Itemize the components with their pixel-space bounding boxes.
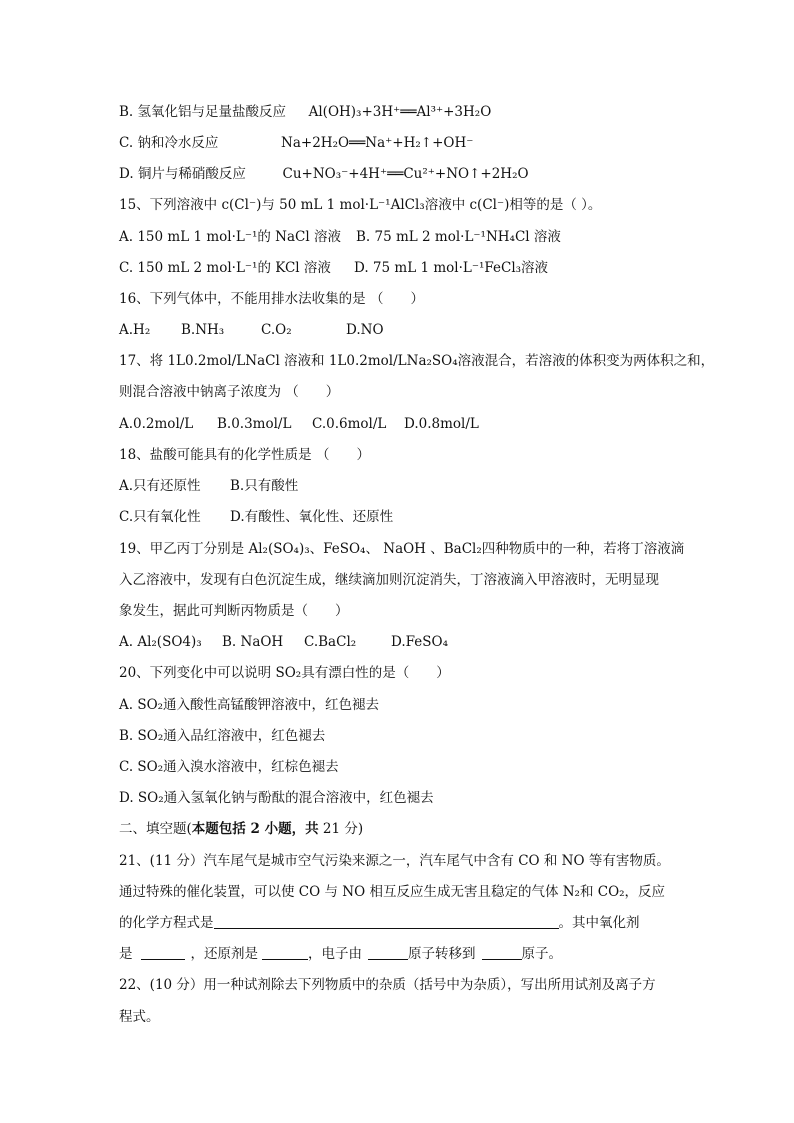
q19-option-c: C.BaCl₂ <box>304 634 357 650</box>
q14-d-equation: Cu+NO₃⁻+4H⁺══Cu²⁺+NO↑+2H₂O <box>282 166 529 182</box>
q22-line2: 程式。 <box>119 1009 160 1025</box>
q20-option-d: D. SO₂通入氢氧化钠与酚酞的混合溶液中，红色褪去 <box>119 790 434 806</box>
q20-option-a: A. SO₂通入酸性高锰酸钾溶液中，红色褪去 <box>119 697 380 713</box>
q15-option-c: C. 150 mL 2 mol·L⁻¹的 KCl 溶液 <box>119 260 331 276</box>
q14-option-b: B. 氢氧化铝与足量盐酸反应 Al(OH)₃+3H⁺══Al³⁺+3H₂O <box>119 104 492 120</box>
section-2-title: 二、填空题(本题包括 2 小题，共 21 分) <box>119 821 364 837</box>
q21-line1: 21、(11 分）汽车尾气是城市空气污染来源之一，汽车尾气中含有 CO 和 NO 等有害物质。 <box>119 853 670 869</box>
q17-option-b: B.0.3mol/L <box>217 416 292 432</box>
q17-option-c: C.0.6mol/L <box>312 416 387 432</box>
q17-options <box>119 414 479 434</box>
q16-option-b: B.NH₃ <box>181 322 225 338</box>
q15-stem: 15、下列溶液中 c(Cl⁻)与 50 mL 1 mol·L⁻¹AlCl₃溶液中 c(Cl⁻)相等的是（ ）。 <box>119 197 602 213</box>
answer-blank-electron-target[interactable] <box>482 945 522 960</box>
q19-stem-line2: 入乙溶液中，发现有白色沉淀生成，继续滴加则沉淀消失，丁溶液滴入甲溶液时，无明显现 <box>119 572 659 588</box>
q21-line2: 通过特殊的催化装置，可以使 CO 与 NO 相互反应生成无害且稳定的气体 N₂和 CO₂，反应 <box>119 884 666 900</box>
q19-stem-line3: 象发生，据此可判断丙物质是（ ） <box>119 603 349 619</box>
q15-option-d: D. 75 mL 1 mol·L⁻¹FeCl₃溶液 <box>354 260 549 276</box>
q14-c-equation: Na+2H₂O══Na⁺+H₂↑+OH⁻ <box>281 135 474 151</box>
q20-stem: 20、下列变化中可以说明 SO₂具有漂白性的是（ ） <box>119 665 450 681</box>
answer-blank-reductant[interactable] <box>262 945 308 960</box>
answer-blank-equation[interactable] <box>214 914 559 929</box>
q18-option-b: B.只有酸性 <box>230 478 299 494</box>
q18-options-row2 <box>119 507 393 527</box>
q17-stem-line2: 则混合溶液中钠离子浓度为 （ ） <box>119 384 340 400</box>
q21-line3: 的化学方程式是 。其中氧化剂 <box>119 915 640 931</box>
q19-stem-line1: 19、甲乙丙丁分别是 Al₂(SO₄)₃、FeSO₄、 NaOH 、BaCl₂四种物质中的一种，若将丁溶液滴 <box>119 541 685 557</box>
q17-option-a: A.0.2mol/L <box>119 416 194 432</box>
q15-option-b: B. 75 mL 2 mol·L⁻¹NH₄Cl 溶液 <box>356 229 561 245</box>
q16-stem: 16、下列气体中，不能用排水法收集的是 （ ） <box>119 291 424 307</box>
q14-option-d: D. 铜片与稀硝酸反应 Cu+NO₃⁻+4H⁺══Cu²⁺+NO↑+2H₂O <box>119 166 529 182</box>
q21-line4: 是 ，还原剂是 ，电子由 原子转移到 原子。 <box>119 946 562 962</box>
q14-d-desc: 铜片与稀硝酸反应 <box>137 166 246 182</box>
answer-blank-oxidant[interactable] <box>141 945 185 960</box>
q18-option-d: D.有酸性、氧化性、还原性 <box>230 509 394 525</box>
q16-option-d: D.NO <box>346 322 384 338</box>
q18-stem: 18、盐酸可能具有的化学性质是 （ ） <box>119 447 370 463</box>
q20-option-c: C. SO₂通入溴水溶液中，红棕色褪去 <box>119 759 339 775</box>
q20-option-b: B. SO₂通入品红溶液中，红色褪去 <box>119 728 326 744</box>
q16-options <box>119 320 384 340</box>
q14-c-desc: 钠和冷水反应 <box>137 135 219 151</box>
q22-line1: 22、(10 分）用一种试剂除去下列物质中的杂质（括号中为杂质），写出所用试剂及离子方 <box>119 977 656 993</box>
q15-options-row2 <box>119 258 548 278</box>
q18-options-row1 <box>119 476 298 496</box>
q19-option-d: D.FeSO₄ <box>391 634 448 650</box>
q18-option-c: C.只有氧化性 <box>119 509 201 525</box>
q14-b-desc: 氢氧化铝与足量盐酸反应 <box>137 104 287 120</box>
q17-stem-line1: 17、将 1L0.2mol/LNaCl 溶液和 1L0.2mol/LNa₂SO₄溶液混合，若溶液的体积变为两体积之和， <box>119 353 715 369</box>
q18-option-a: A.只有还原性 <box>119 478 201 494</box>
q19-option-a: A. Al₂(SO4)₃ <box>119 634 202 650</box>
q17-option-d: D.0.8mol/L <box>404 416 479 432</box>
q15-options-row1 <box>119 227 561 247</box>
q14-b-equation: Al(OH)₃+3H⁺══Al³⁺+3H₂O <box>308 104 492 120</box>
q19-options <box>119 632 448 652</box>
q15-option-a: A. 150 mL 1 mol·L⁻¹的 NaCl 溶液 <box>119 229 341 245</box>
answer-blank-electron-source[interactable] <box>368 945 408 960</box>
q14-option-c: C. 钠和冷水反应 Na+2H₂O══Na⁺+H₂↑+OH⁻ <box>119 135 474 151</box>
q16-option-c: C.O₂ <box>261 322 292 338</box>
q19-option-b: B. NaOH <box>222 634 284 650</box>
q16-option-a: A.H₂ <box>119 322 151 338</box>
